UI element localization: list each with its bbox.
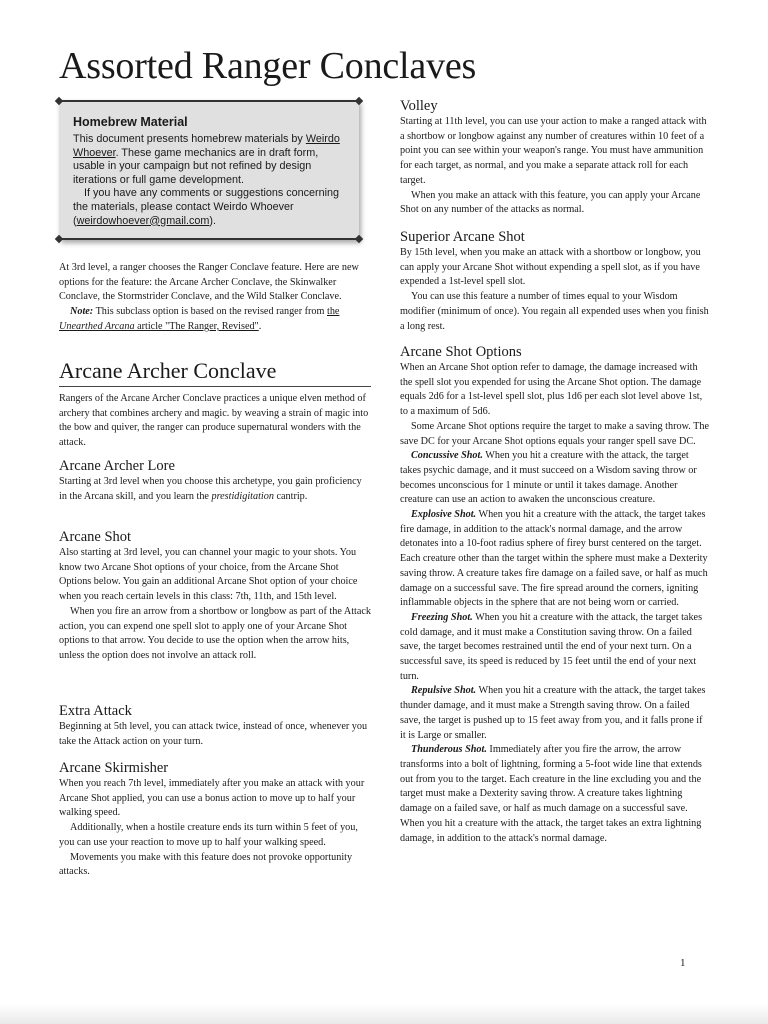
superior-p2: You can use this feature a number of times equal to your Wisdom modifier (minimum of once). You regain all expended uses when you finish a long rest.: [400, 291, 709, 332]
concussive-label: Concussive Shot.: [411, 450, 483, 462]
freezing-text: When you hit a creature with the attack, the target takes cold damage, and it must make a Constitution saving throw. On a failed save, the target becomes restrained until the end of your next turn. On a successful save, its speed is reduced by 15 feet until the end of your next turn.: [400, 611, 703, 682]
extra-attack-section: [59, 702, 371, 749]
box-corner-ornament: [55, 97, 63, 105]
homebrew-note-box: [59, 100, 359, 240]
homebrew-body: [73, 133, 345, 228]
explosive-text: When you hit a creature with the attack, the target takes fire damage, in addition to the attack's normal damage, and the arrow detonates into a 10-foot radius sphere of firey burst centered on the target. Each creature other than the target within the sphere must make a Dexterity saving throw. A creature takes fire damage on a failed save, or half as much damage on a successful save. The fire spread around the corners, igniting inflammable objects in the sphere that are not being worn or carried.: [400, 509, 708, 609]
subsection-heading: Extra Attack: [59, 703, 132, 719]
arcane-shot-p1: Also starting at 3rd level, you can channel your magic to your shots. You know two Arcane Shot options of your choice, from the Arcane Shot Options below. You gain an additional Arcane Shot option of your choice when you reach certain levels in this class: 7th, 11th, and 15th level.: [59, 547, 358, 603]
subsection-heading: Superior Arcane Shot: [400, 229, 525, 245]
section-heading: Arcane Archer Conclave: [59, 358, 371, 387]
options-p1: When an Arcane Shot option refer to damage, the damage increased with the spell slot you expended for using the Arcane Shot option. The damage equals 2d6 for a 1st-level spell slot, plus 1d6 per each slot level above 1st, to a maximum of 5d6.: [400, 362, 703, 418]
extra-attack-text: Beginning at 5th level, you can attack twice, instead of once, whenever you take the Attack action on your turn.: [59, 721, 368, 747]
arcane-archer-section: [59, 358, 371, 451]
volley-p1: Starting at 11th level, you can use your action to make a ranged attack with a shortbow or longbow against any number of creatures within 10 feet of a point you can see within your weapon's range. You must have ammunition for each target, as normal, and you make a separate attack roll for each target.: [400, 116, 707, 186]
homebrew-text: If you have any comments or suggestions concerning the materials, please contact Weirdo Whoever (: [73, 187, 340, 227]
arcane-shot-p2: When you fire an arrow from a shortbow or longbow as part of the Attack action, you can expend one spell slot to apply one of your Arcane Shot options to that arrow. You decide to use the option when the arrow hits, unless the option does not involve an attack roll.: [59, 605, 372, 661]
homebrew-text: . These game mechanics are in draft form, usable in your campaign but not refined by design iterations or full game development.: [73, 146, 319, 186]
note-text: This subclass option is based on the revised ranger from: [93, 306, 327, 318]
skirmisher-p3: Movements you make with this feature does not provoke opportunity attacks.: [59, 851, 353, 878]
link-text: the: [327, 306, 340, 318]
options-section: [400, 343, 710, 846]
volley-p2: When you make an attack with this feature, you can apply your Arcane Shot on any number of the attacks as normal.: [400, 189, 701, 216]
box-corner-ornament: [355, 235, 363, 243]
page-footer-shade: [0, 1004, 768, 1024]
repulsive-label: Repulsive Shot.: [411, 685, 477, 697]
freezing-label: Freezing Shot.: [411, 611, 473, 623]
link-text-italic: Unearthed Arcana: [59, 320, 135, 332]
homebrew-text: This document presents homebrew materials by: [73, 133, 306, 145]
section-intro: Rangers of the Arcane Archer Conclave practices a unique elven method of archery that combines archery and magic. by weaving a strain of magic into the bow and quiver, the ranger can produce supernatural wonders with the attack.: [59, 393, 369, 449]
homebrew-heading: Homebrew Material: [73, 115, 188, 129]
homebrew-text: ).: [209, 214, 216, 227]
note-label: Note:: [70, 306, 94, 318]
lore-text: Starting at 3rd level when you choose this archetype, you gain proficiency in the Arcana skill, and you learn the: [59, 476, 362, 502]
arcane-shot-section: [59, 528, 371, 664]
options-p2: Some Arcane Shot options require the target to make a saving throw. The save DC for your Arcane Shot options equals your ranger spell save DC.: [400, 420, 710, 447]
thunderous-label: Thunderous Shot.: [411, 744, 487, 756]
subsection-heading: Arcane Skirmisher: [59, 760, 169, 776]
volley-section: [400, 97, 710, 218]
subsection-heading: Arcane Shot Options: [400, 344, 522, 360]
lore-text-italic: prestidigitation: [211, 490, 274, 502]
email-link[interactable]: weirdowhoever@gmail.com: [76, 214, 210, 227]
page-title: Assorted Ranger Conclaves: [59, 45, 477, 87]
subsection-heading: Arcane Archer Lore: [59, 458, 175, 474]
subsection-heading: Arcane Shot: [59, 529, 132, 545]
concussive-text: When you hit a creature with the attack, the target takes psychic damage, and it must succeed on a Wisdom saving throw or becomes unconscious for 1 minute or until it takes damage. Another creature can use an action to awaken the unconscious creature.: [400, 450, 697, 506]
intro-section: [59, 261, 371, 335]
subsection-heading: Volley: [400, 98, 438, 114]
box-corner-ornament: [55, 235, 63, 243]
intro-paragraph: At 3rd level, a ranger chooses the Ranger Conclave feature. Here are new options for the feature: the Arcane Archer Conclave, the Skinwalker Conclave, the Stormstrider Conclave, and the Wild Stalker Conclave.: [59, 262, 359, 303]
lore-text: cantrip.: [273, 490, 308, 502]
link-text: article "The Ranger, Revised": [134, 320, 259, 332]
repulsive-text: When you hit a creature with the attack, the target takes thunder damage, and it must make a Strength saving throw. On a failed save, the target is pushed up to 15 feet away from you, and it falls prone if it is Large or smaller.: [400, 685, 706, 741]
skirmisher-section: [59, 759, 371, 880]
author-link[interactable]: Weirdo Whoever: [73, 133, 340, 159]
skirmisher-p2: Additionally, when a hostile creature ends its turn within 5 feet of you, you can use your reaction to move up to half your walking speed.: [59, 822, 358, 848]
box-corner-ornament: [355, 97, 363, 105]
superior-section: [400, 228, 710, 334]
superior-p1: By 15th level, when you make an attack with a shortbow or longbow, you can apply your Arcane Shot without expending a spell slot, as if you have expended a 1st-level spell slot.: [400, 247, 701, 288]
skirmisher-p1: When you reach 7th level, immediately after you make an attack with your Arcane Shot applied, you can use a bonus action to move up to half your walking speed.: [59, 778, 365, 819]
note-end: .: [258, 320, 262, 332]
page-number: 1: [680, 957, 686, 969]
lore-section: [59, 457, 371, 504]
thunderous-text: Immediately after you fire the arrow, the arrow transforms into a bolt of lightning, forming a 5-foot wide line that extends out from you to the target. Each creature in the line excluding you and the target must make a Dexterity saving throw. A creature takes lightning damage on a failed save, or half as much damage on a successful save. When you hit a creature with the attack, the target takes an extra lightning damage, in addition to the attack's normal damage.: [400, 744, 702, 844]
explosive-label: Explosive Shot.: [411, 509, 477, 521]
